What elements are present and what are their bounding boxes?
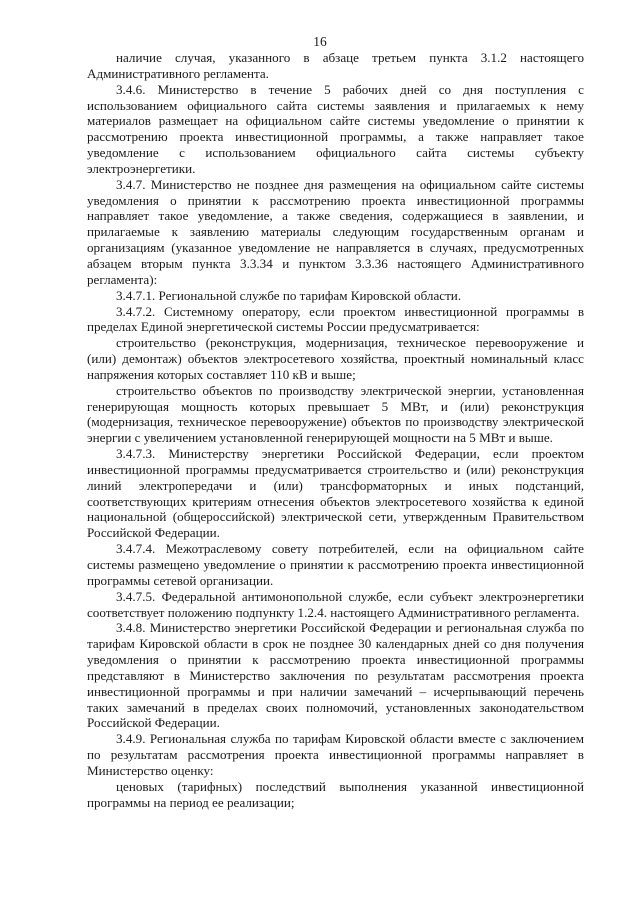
paragraph-3-4-7-3: 3.4.7.3. Министерству энергетики Российской Федерации, если проектом инвестиционной программы предусматривается строительство и (или) реконструкция линий электропередачи и (или) трансформаторных и иных подстанций, соответствующих критериям отнесения объектов электросетевого хозяйства к единой национальной (общероссийской) электрической сети, утвержденным Правительством Российской Федерации. — [87, 446, 584, 541]
document-body — [87, 50, 584, 811]
paragraph-3-4-7: 3.4.7. Министерство не позднее дня размещения на официальном сайте системы уведомления о принятии к рассмотрению проекта инвестиционной программы направляет такое уведомление, а также сведения, содержащиеся в заявлении, и прилагаемые к заявлению материалы следующим государственным органам и организациям (указанное уведомление не направляется в случаях, предусмотренных абзацем вторым пункта 3.3.34 и пунктом 3.3.36 настоящего Административного регламента): — [87, 176, 584, 287]
paragraph-3-4-8: 3.4.8. Министерство энергетики Российской Федерации и региональная служба по тарифам Кировской области в срок не позднее 30 календарных дней со дня получения уведомления о принятии к рассмотрению проекта инвестиционной программы представляют в Министерство заключения по результатам рассмотрения проекта инвестиционной программы и при наличии замечаний – исчерпывающий перечень таких замечаний в пределах своих полномочий, установленных законодательством Российской Федерации. — [87, 620, 584, 731]
paragraph-3-4-7-2: 3.4.7.2. Системному оператору, если проектом инвестиционной программы в пределах Единой энергетической системы России предусматривается: — [87, 303, 584, 335]
paragraph-list-item-construction: строительство (реконструкция, модернизация, техническое перевооружение и (или) демонтаж) объектов электросетевого хозяйства, проектный номинальный класс напряжения которых составляет 110 кВ и выше; — [87, 335, 584, 382]
paragraph-list-item-price: ценовых (тарифных) последствий выполнения указанной инвестиционной программы на период ее реализации; — [87, 778, 584, 810]
paragraph-list-item-generation: строительство объектов по производству электрической энергии, установленная генерирующая мощность которых превышает 5 МВт, и (или) реконструкция (модернизация, техническое перевооружение) объектов по производству электрической энергии с увеличением установленной генерирующей мощности на 5 МВт и выше. — [87, 382, 584, 446]
paragraph-3-4-9: 3.4.9. Региональная служба по тарифам Кировской области вместе с заключением по результатам рассмотрения проекта инвестиционной программы направляет в Министерство оценку: — [87, 731, 584, 778]
paragraph-3-4-7-4: 3.4.7.4. Межотраслевому совету потребителей, если на официальном сайте системы размещено уведомление о принятии к рассмотрению проекта инвестиционной программы сетевой организации. — [87, 541, 584, 588]
paragraph-3-4-6: 3.4.6. Министерство в течение 5 рабочих дней со дня поступления с использованием официального сайта системы заявления и прилагаемых к нему материалов размещает на официальном сайте системы уведомление о принятии к рассмотрению проекта инвестиционной программы, а также направляет такое уведомление с использованием официального сайта системы субъекту электроэнергетики. — [87, 81, 584, 176]
paragraph-3-4-7-5: 3.4.7.5. Федеральной антимонопольной службе, если субъект электроэнергетики соответствует положению подпункту 1.2.4. настоящего Административного регламента. — [87, 588, 584, 620]
paragraph-3-4-7-1: 3.4.7.1. Региональной службе по тарифам Кировской области. — [116, 287, 462, 303]
page-number: 16 — [313, 34, 327, 49]
paragraph-continuation: наличие случая, указанного в абзаце третьем пункта 3.1.2 настоящего Административного регламента. — [87, 50, 584, 81]
